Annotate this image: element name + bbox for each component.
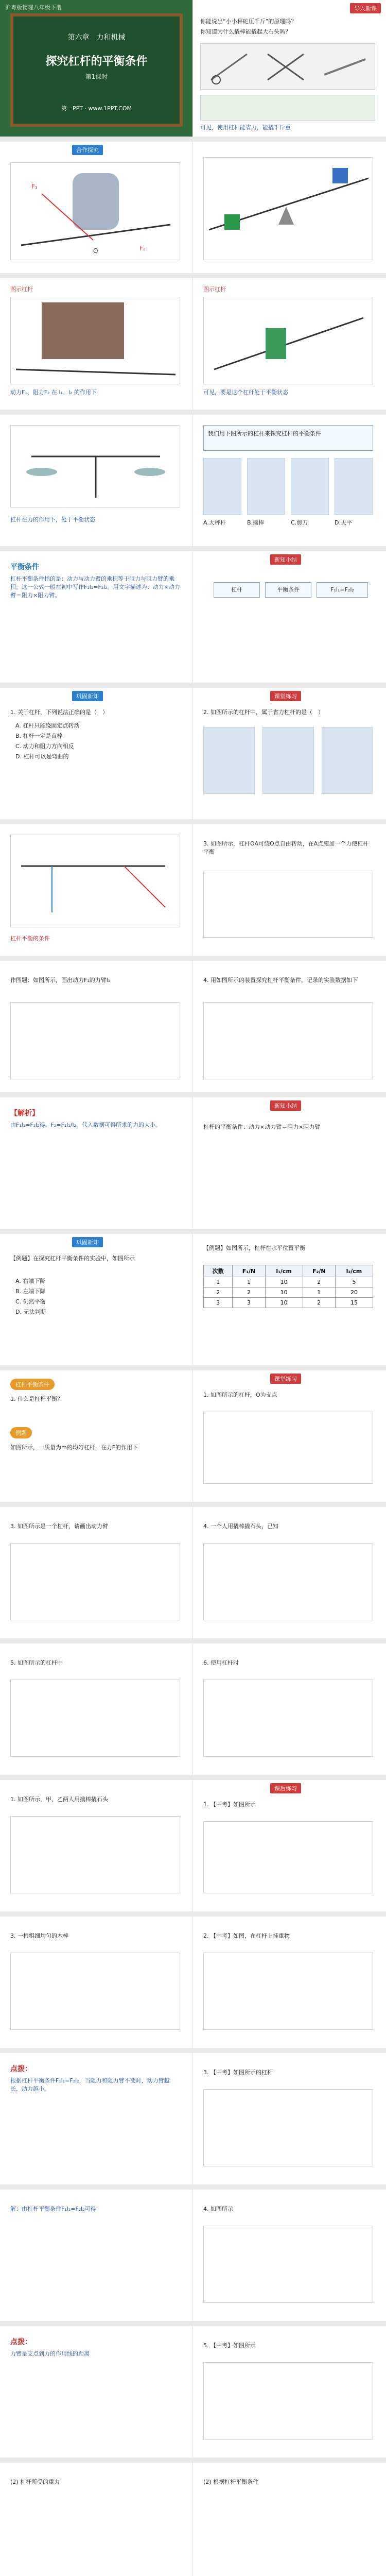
cover-brand-row: 第一PPT · www.1PPT.COM <box>61 105 132 112</box>
flow-3-text: F₁l₁=F₂l₂ <box>330 586 354 593</box>
s6-opt-d: D. 杠杆可以是弯曲的 <box>15 753 69 760</box>
s12-left-q: 3. 如图所示是一个杠杆，请画出动力臂 <box>10 1523 108 1530</box>
s16-left-heading: 点拨： <box>10 2065 32 2073</box>
tag-practice: 课堂练习 <box>270 691 301 701</box>
s14-right-q: 1. 【中考】如图所示 <box>203 1801 256 1808</box>
s2-right <box>193 142 386 273</box>
slide-3 <box>0 278 386 410</box>
s3-left <box>0 278 193 410</box>
s16-right <box>193 2053 386 2184</box>
table-row <box>204 1277 373 1287</box>
s6-right-img-3 <box>322 727 373 794</box>
balance-image <box>10 425 180 507</box>
table-row <box>204 1298 373 1308</box>
s4-left <box>0 415 193 546</box>
s10-opt-a: A. 右端下降 <box>15 1278 46 1284</box>
s6-left <box>0 688 193 819</box>
pill-example: 例题 <box>10 1427 32 1438</box>
tag-consolidate-2: 巩固新知 <box>72 1237 103 1247</box>
s10-left-q: 【例题】在探究杠杆平衡条件的实验中，如图所示 <box>10 1255 135 1262</box>
label-f2: F₂ <box>139 245 146 252</box>
s6-opt-c: C. 动力和阻力方向相反 <box>15 743 74 750</box>
foot-lever-diagram <box>11 163 181 261</box>
cover-url: www.1PPT.COM <box>88 105 132 112</box>
slide-12 <box>0 1507 386 1638</box>
tools-illustration <box>201 44 376 90</box>
slide-15 <box>0 1917 386 2048</box>
s11-left-q2: 如图所示，一质量为m的均匀杠杆，在力F的作用下 <box>10 1444 138 1451</box>
cell: 5 <box>335 1277 373 1287</box>
s14-right-img <box>203 1821 373 1893</box>
slide-cover <box>0 0 386 137</box>
s17-right-img <box>203 2226 373 2303</box>
tag-import: 导入新课 <box>350 3 381 13</box>
tool-c <box>291 458 329 515</box>
s16-left <box>0 2053 193 2184</box>
cover-subtitle: 第1课时 <box>85 73 108 80</box>
s12-left <box>0 1507 193 1638</box>
cell: 3 <box>233 1298 265 1308</box>
label-o: O <box>93 247 98 255</box>
s8-right <box>193 961 386 1092</box>
s15-right <box>193 1917 386 2048</box>
s9-right <box>193 1097 386 1229</box>
s15-right-img <box>203 1953 373 2030</box>
s4-right <box>193 415 386 546</box>
s3-left-caption: 动力F₁、阻力F₂ 在 l₁、l₂ 的作用下 <box>10 389 97 396</box>
tag-after-class: 课后练习 <box>270 1783 301 1793</box>
s17-right-q: 4. 如图所示 <box>203 2206 233 2212</box>
th-1: F₁/N <box>233 1265 265 1277</box>
s6-opt-a: A. 杠杆只能绕固定点转动 <box>15 722 80 729</box>
slide-16 <box>0 2053 386 2184</box>
tag-consolidate: 巩固新知 <box>72 691 103 701</box>
s13-left-q: 5. 如图所示的杠杆中 <box>10 1659 63 1666</box>
s10-opt-c: C. 仍然平衡 <box>15 1298 46 1305</box>
s14-right <box>193 1780 386 1911</box>
s4-right-box-text: 我们用下图所示的杠杆来探究杠杆的平衡条件 <box>208 430 321 437</box>
cell: 2 <box>233 1287 265 1298</box>
cover-title: 探究杠杆的平衡条件 <box>45 55 148 68</box>
tool-a <box>203 458 241 515</box>
tool-b-label: B.撬棒 <box>247 519 265 526</box>
s3-left-diagram <box>11 297 181 385</box>
s3-right-caption: 可见，要是这个杠杆处于平衡状态 <box>203 389 288 396</box>
tag-cooperate: 合作探究 <box>72 145 103 155</box>
flow-1 <box>214 582 260 598</box>
s2-left <box>0 142 193 273</box>
slide-17 <box>0 2190 386 2321</box>
s10-opt-b: B. 左端下降 <box>15 1288 46 1295</box>
s6-right-img-1 <box>203 727 255 794</box>
s3-right <box>193 278 386 410</box>
tag-practice-2: 课堂练习 <box>270 1374 301 1384</box>
slide-13 <box>0 1643 386 1775</box>
s3-right-image <box>203 297 373 384</box>
s15-left-img <box>10 1953 180 2030</box>
slide-18 <box>0 2326 386 2458</box>
s3-right-label: 图示杠杆 <box>203 286 226 293</box>
import-caption: 可见，使用杠杆能省力，能撬千斤重 <box>200 124 291 131</box>
slide-6 <box>0 688 386 819</box>
data-table-head <box>204 1265 373 1277</box>
s8-right-text: 4. 用如图所示的装置探究杠杆平衡条件，记录的实验数据如下 <box>203 977 358 984</box>
s13-left-img <box>10 1680 180 1757</box>
s17-right <box>193 2190 386 2321</box>
th-2: l₁/cm <box>265 1265 303 1277</box>
s7-left <box>0 824 193 956</box>
seesaw-image <box>203 157 373 260</box>
s9-left-heading: 【解析】 <box>10 1109 39 1117</box>
label-f1: F₁ <box>31 183 38 190</box>
s7-left-img <box>10 835 180 927</box>
s5-left <box>0 551 193 683</box>
cover-chapter: 第六章 力和机械 <box>67 33 126 42</box>
tool-c-label: C.剪刀 <box>291 519 308 526</box>
tool-b <box>247 458 285 515</box>
s18-right <box>193 2326 386 2458</box>
s10-right <box>193 1234 386 1365</box>
cell: 20 <box>335 1287 373 1298</box>
s3-right-diagram <box>204 297 374 385</box>
s5-left-heading: 平衡条件 <box>10 563 39 571</box>
s9-left <box>0 1097 193 1229</box>
s14-left-q: 1. 如图所示，甲、乙两人用撬棒撬石头 <box>10 1796 108 1803</box>
s6-right-q: 2. 如图所示的杠杆中，属于省力杠杆的是（ ） <box>203 709 324 716</box>
s19-right <box>193 2463 386 2576</box>
slide-2 <box>0 142 386 273</box>
cover-topbar: 沪粤版物理八年级下册 <box>5 4 62 11</box>
s13-right-q: 6. 使用杠杆时 <box>203 1659 239 1666</box>
slide-9 <box>0 1097 386 1229</box>
s7-left-caption: 杠杆平衡的条件 <box>10 935 50 942</box>
tool-d <box>335 458 373 515</box>
slide-8 <box>0 961 386 1092</box>
s17-left-body: 解：由杠杆平衡条件F₁l₁=F₂l₂可得 <box>10 2206 96 2212</box>
s19-right-body: (2) 根据杠杆平衡条件 <box>203 2479 259 2485</box>
cell: 10 <box>265 1277 303 1287</box>
s9-left-body: 由F₁l₁=F₂l₂得，F₂=F₁l₁/l₂，代入数据可得所求的力的大小。 <box>10 1122 161 1128</box>
flow-1-text: 杠杆 <box>231 586 242 593</box>
s18-left-heading: 点拨： <box>10 2338 32 2346</box>
pill-balance: 杠杆平衡条件 <box>10 1379 55 1390</box>
s3-left-label: 图示杠杆 <box>10 286 33 293</box>
s15-right-q: 2. 【中考】如图，在杠杆上挂重物 <box>203 1933 290 1939</box>
cell: 2 <box>303 1277 335 1287</box>
cell: 10 <box>265 1298 303 1308</box>
s14-left-img <box>10 1816 180 1893</box>
s10-left <box>0 1234 193 1365</box>
cell: 3 <box>204 1298 233 1308</box>
s11-right <box>193 1370 386 1502</box>
s16-left-body: 根据杠杆平衡条件F₁l₁=F₂l₂，当阻力和阻力臂不变时，动力臂越长，动力越小。 <box>10 2077 170 2092</box>
s4-tools-row <box>203 458 373 535</box>
slide-11 <box>0 1370 386 1502</box>
s19-left <box>0 2463 193 2576</box>
s16-right-img <box>203 2089 373 2166</box>
slide-10 <box>0 1234 386 1365</box>
s18-right-img <box>203 2362 373 2439</box>
import-question: 你能说出“小小秤砣压千斤”的原理吗？ <box>200 18 297 25</box>
s8-left-text: 作图题：如图所示，画出动力F₁的力臂l₁ <box>10 977 111 984</box>
s13-left <box>0 1643 193 1775</box>
s13-right <box>193 1643 386 1775</box>
s14-left <box>0 1780 193 1911</box>
s12-left-img <box>10 1543 180 1620</box>
import-question-2: 你知道为什么撬棒能撬起大石头吗？ <box>200 28 291 35</box>
tag-summary: 新知小结 <box>270 554 301 565</box>
s11-left-q: 1. 什么是杠杆平衡？ <box>10 1396 63 1402</box>
s9-right-body: 杠杆的平衡条件：动力×动力臂＝阻力×阻力臂 <box>203 1124 321 1130</box>
s11-left <box>0 1370 193 1502</box>
slide-5 <box>0 551 386 683</box>
s10-right-q: 【例题】如图所示，杠杆在水平位置平衡 <box>203 1245 305 1251</box>
s4-right-box <box>203 425 373 451</box>
s12-right-img <box>203 1543 373 1620</box>
s18-left <box>0 2326 193 2458</box>
cover-brand: 第一PPT <box>61 105 83 112</box>
tools-image <box>200 43 375 90</box>
s11-right-q: 1. 如图所示的杠杆，O为支点 <box>203 1392 277 1398</box>
s5-right <box>193 551 386 683</box>
s12-right <box>193 1507 386 1638</box>
s10-opt-d: D. 无法判断 <box>15 1309 46 1315</box>
slide-4 <box>0 415 386 546</box>
slide-14 <box>0 1780 386 1911</box>
s18-left-body: 力臂是支点到力的作用线的距离 <box>10 2350 90 2357</box>
seesaw-diagram <box>204 158 374 261</box>
cell: 2 <box>204 1287 233 1298</box>
cell: 2 <box>303 1298 335 1308</box>
flow-2 <box>265 582 311 598</box>
cell: 1 <box>233 1277 265 1287</box>
s15-left-q: 3. 一根粗细均匀的木棒 <box>10 1933 68 1939</box>
cell: 1 <box>303 1287 335 1298</box>
s7-right-text: 3. 如图所示，杠杆OA可绕O点自由转动，在A点施加一个力使杠杆平衡 <box>203 840 369 855</box>
cover-right <box>193 0 386 137</box>
data-table <box>203 1265 373 1308</box>
s6-q: 1. 关于杠杆，下列说法正确的是（ ） <box>10 709 108 716</box>
table-row <box>204 1287 373 1298</box>
slide-19 <box>0 2463 386 2576</box>
s11-right-img <box>203 1412 373 1484</box>
cover-board <box>10 13 183 127</box>
flow-2-text: 平衡条件 <box>277 586 300 593</box>
cell: 10 <box>265 1287 303 1298</box>
s6-right <box>193 688 386 819</box>
tool-a-label: A.大秤杆 <box>203 519 226 526</box>
s3-left-image <box>10 297 180 384</box>
cell: 15 <box>335 1298 373 1308</box>
tag-summary-2: 新知小结 <box>270 1100 301 1111</box>
s7-right-img <box>203 871 373 938</box>
th-4: l₂/cm <box>335 1265 373 1277</box>
s15-left <box>0 1917 193 2048</box>
flow-3 <box>317 582 368 598</box>
s8-left <box>0 961 193 1092</box>
cover-panel <box>0 0 193 137</box>
s6-right-img-2 <box>262 727 314 794</box>
s8-right-img <box>203 1002 373 1079</box>
lever-photo <box>200 95 375 121</box>
s6-opt-b: B. 杠杆一定是直棒 <box>15 733 63 739</box>
s4-left-caption: 杠杆在力的作用下，处于平衡状态 <box>10 516 95 523</box>
s18-right-q: 5. 【中考】如图所示 <box>203 2342 256 2349</box>
s13-right-img <box>203 1680 373 1757</box>
foot-lever-image <box>10 162 180 260</box>
s7-left-diagram <box>11 835 181 928</box>
th-3: F₂/N <box>303 1265 335 1277</box>
s19-left-body: (2) 杠杆所受的重力 <box>10 2479 60 2485</box>
s17-left <box>0 2190 193 2321</box>
balance-diagram <box>11 426 181 508</box>
s8-left-img <box>10 1002 180 1079</box>
s5-left-body: 杠杆平衡条件指的是：动力与动力臂的乘积等于阻力与阻力臂的乘积。这一公式一般在初中写作F₁l₁=F₂l₂。用文字描述为：动力×动力臂＝阻力×阻力臂。 <box>10 575 180 599</box>
th-0: 次数 <box>204 1265 233 1277</box>
s12-right-q: 4. 一个人用撬棒撬石头，已知 <box>203 1523 278 1530</box>
s16-right-q: 3. 【中考】如图所示的杠杆 <box>203 2069 273 2076</box>
cell: 1 <box>204 1277 233 1287</box>
s7-right <box>193 824 386 956</box>
tool-d-label: D.天平 <box>335 519 352 526</box>
slide-7 <box>0 824 386 956</box>
